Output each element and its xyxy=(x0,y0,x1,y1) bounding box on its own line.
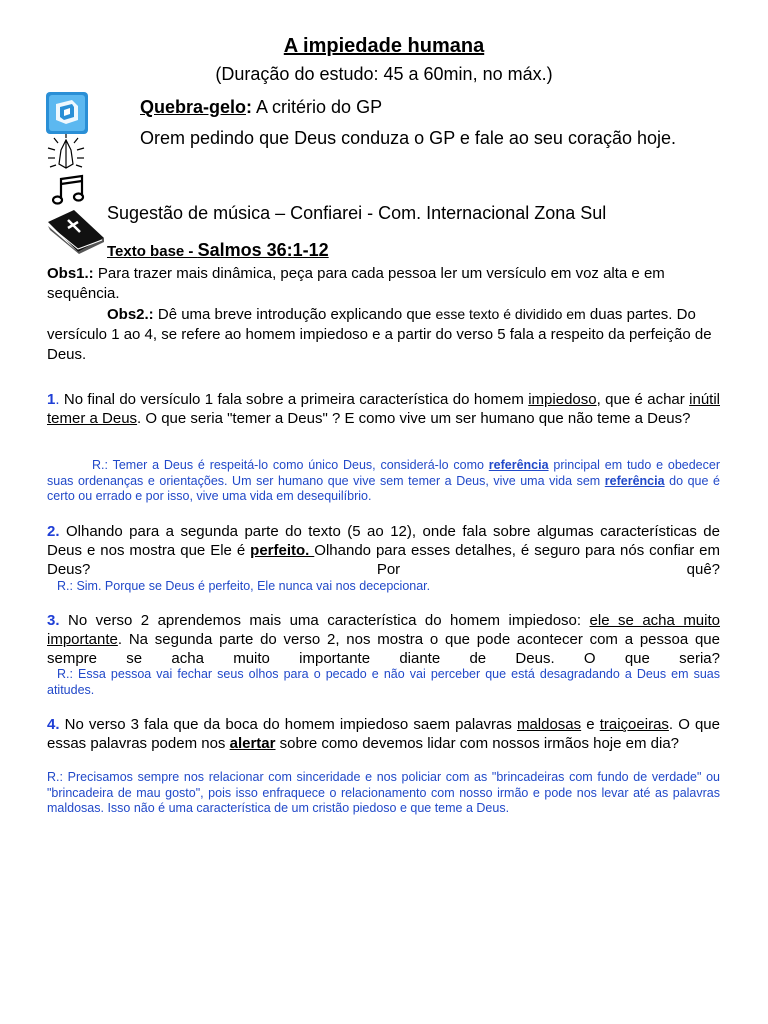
question-4-alertar: alertar xyxy=(229,735,276,752)
study-duration: (Duração do estudo: 45 a 60min, no máx.) xyxy=(215,64,553,84)
icebreaker-label: Quebra-gelo xyxy=(140,97,247,117)
obs2-label: Obs2.: xyxy=(107,306,154,323)
question-1 xyxy=(47,390,720,428)
question-1-text-c: , que é achar xyxy=(596,391,690,408)
question-4 xyxy=(47,715,720,753)
question-1-impiedoso: impiedoso xyxy=(528,391,597,408)
question-2 xyxy=(47,522,720,579)
observation-2 xyxy=(47,304,727,365)
praying-hands-icon xyxy=(46,134,86,172)
question-3-text-a: No verso 2 aprendemos mais uma característica do homem impiedoso: xyxy=(59,612,590,629)
answer-3: R.: Essa pessoa vai fechar seus olhos para o pecado e não vai perceber que está desagradando a Deus em suas atitudes. xyxy=(47,667,720,697)
music-note-icon xyxy=(52,174,86,206)
question-1-number: 1 xyxy=(47,391,56,408)
question-4-text-c: e xyxy=(581,716,600,733)
icebreaker-colon: : xyxy=(246,97,253,117)
obs2-text-2: esse texto é dividido em xyxy=(435,306,586,322)
answer-1-text-c: principal em tudo e obedecer suas ordenanças e orientações. Um ser humano que vive sem temer a Deus, vive uma vida sem xyxy=(47,458,720,488)
question-2-perfeito: perfeito. xyxy=(250,542,315,559)
base-text xyxy=(107,240,329,261)
music-suggestion: Sugestão de música – Confiarei - Com. Internacional Zona Sul xyxy=(107,203,607,223)
answer-1-referencia-1: referência xyxy=(488,458,549,472)
obs1-text: Para trazer mais dinâmica, peça para cada pessoa ler um versículo em voz alta e em sequência. xyxy=(47,265,665,302)
question-4-number: 4. xyxy=(47,716,60,733)
question-1-dot: . xyxy=(55,391,60,408)
prayer-instruction: Orem pedindo que Deus conduza o GP e fale ao seu coração hoje. xyxy=(140,128,677,148)
base-text-label: Texto base - xyxy=(107,243,198,260)
question-4-traicoeiras: traiçoeiras xyxy=(599,716,669,733)
question-4-text-g: sobre como devemos lidar com nossos irmãos hoje em dia? xyxy=(275,735,679,752)
question-1-inutil: inútil temer a Deus xyxy=(47,391,720,427)
base-text-reference: Salmos 36:1-12 xyxy=(197,240,329,260)
chat-icon xyxy=(46,92,88,134)
answer-1-text-a: R.: Temer a Deus é respeitá-lo como único Deus, considerá-lo como xyxy=(92,458,489,472)
answer-1-text-e: do que é certo ou errado e por isso, vive uma vida em desequilíbrio. xyxy=(47,473,720,503)
question-2-number: 2. xyxy=(47,523,60,540)
answer-2: R.: Sim. Porque se Deus é perfeito, Ele nunca vai nos decepcionar. xyxy=(57,579,431,593)
question-3-importante: ele se acha muito importante xyxy=(47,612,720,648)
bible-icon xyxy=(46,208,106,254)
question-4-text-e: . O que essas palavras podem nos xyxy=(47,716,720,752)
page-title: A impiedade humana xyxy=(283,35,485,57)
answer-4: R.: Precisamos sempre nos relacionar com sinceridade e nos policiar com as "brincadeiras com fundo de verdade" ou "brincadeira de mau gosto", pois isso enfraquece o relacionamento com nosso irmão e pode nos levar até as palavras maldosas. Isso não é uma característica de um cristão piedoso e que teme a Deus. xyxy=(47,770,720,815)
answer-1 xyxy=(47,458,720,505)
question-1-text-e: . O que seria "temer a Deus" ? E como vive um ser humano que não teme a Deus? xyxy=(137,410,691,427)
question-3-text-c: . Na segunda parte do verso 2, nos mostra o que pode acontecer com a pessoa que sempre se acha muito importante diante de Deus. O que seria? xyxy=(47,631,720,667)
icebreaker xyxy=(140,97,382,118)
question-2-text-c: Olhando para esses detalhes, é seguro para nós confiar em Deus? Por quê? xyxy=(47,542,721,578)
obs2-text-1: Dê uma breve introdução explicando que xyxy=(153,306,436,323)
observation-1 xyxy=(47,264,727,304)
question-3-number: 3. xyxy=(47,612,60,629)
obs2-text-3: duas partes. Do versículo 1 ao 4, se refere ao homem impiedoso e a partir do verso 5 fala a respeito da perfeição de Deus. xyxy=(47,306,712,363)
icebreaker-text: A critério do GP xyxy=(252,97,383,117)
question-4-text-a: No verso 3 fala que da boca do homem impiedoso saem palavras xyxy=(59,716,517,733)
question-3 xyxy=(47,611,720,668)
obs1-label: Obs1.: xyxy=(47,265,94,282)
question-4-maldosas: maldosas xyxy=(516,716,582,733)
question-2-text-a: Olhando para a segunda parte do texto (5 ao 12), onde fala sobre algumas características de Deus e nos mostra que Ele é xyxy=(47,523,720,559)
question-1-text-a: No final do versículo 1 fala sobre a primeira característica do homem xyxy=(59,391,529,408)
answer-1-referencia-2: referência xyxy=(604,473,665,488)
